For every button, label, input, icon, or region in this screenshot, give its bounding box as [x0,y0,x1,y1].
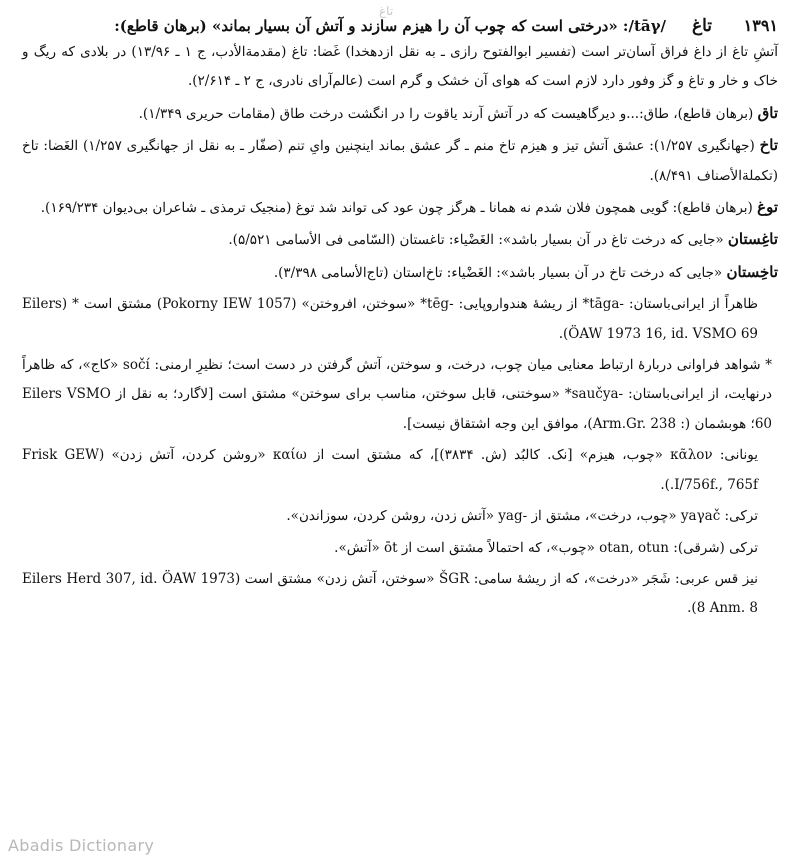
entry-text: «جایی که درخت تاغ در آن بسیار باشد»: الغَضْیاء: تاغستان (السّامی فی الأسامی ۵/۵۲۱). [228,232,724,249]
entry-text: ترکی: yaγač «چوب، درخت»، مشتق از -yag «آتش زدن، روشن کردن، سوزاندن». [286,508,758,525]
entry-headword: توغ [757,198,778,217]
entry-headword: تاغِستان [727,230,778,249]
entry-headword: تاق [757,103,778,122]
entry-paragraph [22,131,778,191]
entry-text: (برهان قاطع): گویی همچون فلان شدم نه همانا ـ هرگز چون عود کی تواند شد توغ (منجیک ترمذی ـ شاعران بی‌دیوان ۱۶۹/۲۳۴). [40,200,753,217]
entry-paragraph [22,441,778,500]
entry-text: * شواهد فراوانی دربارهٔ ارتباط معنایی میان چوب، درخت، و سوختن، آتش گرفتن در دست است؛ نظیرِ ارمنی: sočí «کاج»، که ظاهراً درنهایت، از ایرانی‌باستان: ‎*saučya-‎ «سوختنی، قابل سوختن، مناسب برای سوختن» مشتق است [لاگارد؛ به نقل از Eilers VSMO 60؛ هوبشمان (: Arm.Gr. 238)، موافق این وجه اشتقاق نیست]. [22,357,773,432]
entry-headword: تاخِستان [726,262,778,281]
entry-paragraph [22,290,778,349]
entry-paragraph [22,99,778,129]
entry-paragraph [22,38,778,97]
entry-text: یونانی: κᾶλον «چوب، هیزم» [نک. کالبُد (ش. ۳۸۳۴)]، که مشتق است از καίω «روشن کردن، آتش زدن» (Frisk GEW I/756f., 765f.). [22,447,758,493]
page-header [40,14,778,38]
watermark-headword: تاغ [379,4,394,18]
entry-paragraph [22,225,778,255]
entry-text: ترکی (شرقی): otan, otun «چوب»، که احتمالاً مشتق است از ōt «آتش». [334,539,758,556]
header-definition: /tāγ/: «درختی است که چوب آن را هیزم سازند و آتش آن بسیار بماند» (برهان قاطع): [114,17,666,35]
entry-paragraph [22,193,778,223]
entry-text: نیز قس عربی: شَجَر «درخت»، که از ریشهٔ سامی: ŠGR «سوختن، آتش زدن» مشتق است (Eilers Herd 307, id. ÖAW 1973 8 Anm. 8). [22,570,758,617]
page-number: ۱۳۹۱ [743,16,778,35]
entry-text: ظاهراً از ایرانی‌باستان: ‎*tāga-‎ از ریشهٔ هندواروپایی: ‎*tēg-‎ «سوختن، افروختن» (Pokorny IEW 1057) مشتق است * (Eilers ÖAW 1973 16, id. VSMO 69). [22,296,758,342]
entry-text: آتشِ تاغ از داغ فراق آسان‌تر است (تفسیر ابوالفتوح رازی ـ به نقل ازدهخدا) غَضا: تاغ (مقدمةالأدب، ج ۱ ـ ۱۳/۹۶) در بلادی که ریگ و خاک و خار و تاغ و گز وفور دارد لازم است که هوای آن خشک و گرم است (عالم‌آرای نادری، ج ۲ ـ ۲/۶۱۴). [22,44,778,90]
entry-paragraph [22,534,778,563]
site-watermark: Abadis Dictionary [8,836,155,855]
entry-text: (جهانگیری ۱/۲۵۷): عشق آتش تیز و هیزم تاخ منم ـ گر عشق بماند اینچنین وایِ تنم (صفّار ـ به نقل از جهانگیری ۱/۲۵۷) الغَضا: تاخ (تکملةالأصناف ۸/۴۹۱). [22,138,778,184]
main-headword: تاغ [691,16,712,36]
entry-headword: تاخ [759,136,779,155]
entry-text: (برهان قاطع)، طاق:...و دیرگاهیست که در آتش آرند یاقوت را در انگشت درخت طاق (مقامات حریری ۱/۳۴۹). [138,105,754,122]
entry-paragraph [22,351,778,439]
entries-container [22,38,778,626]
entry-paragraph [22,502,778,531]
entry-text: «جایی که درخت تاخ در آن بسیار باشد»: الغَضْیاء: تاخ‌استان (تاج‌الأسامی ۳/۳۹۸). [273,264,723,281]
entry-paragraph [22,565,778,624]
entry-paragraph [22,258,778,288]
